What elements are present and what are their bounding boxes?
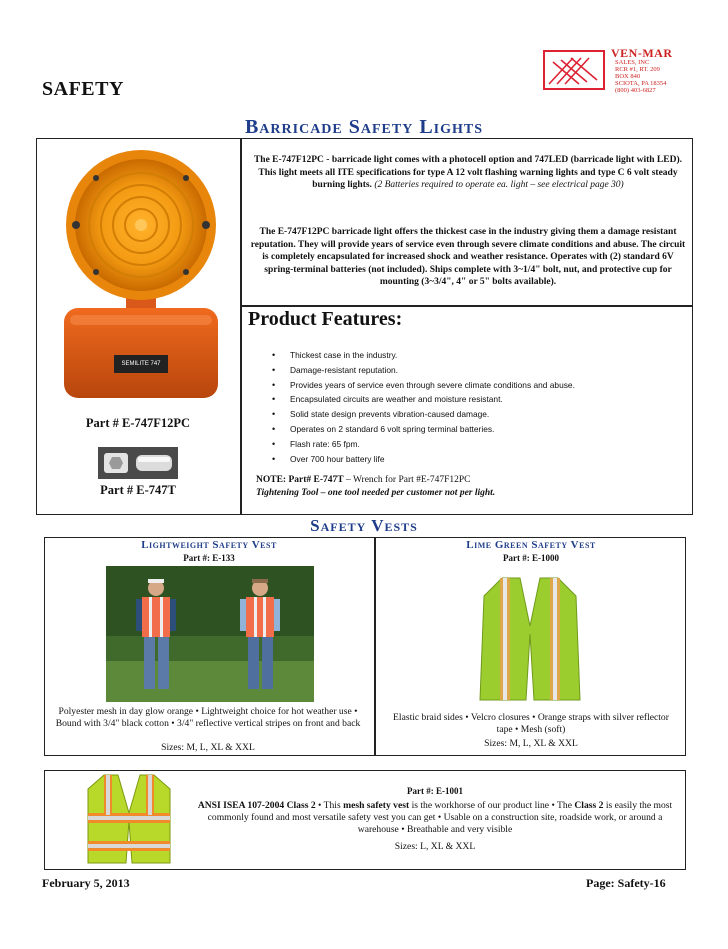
- feature-item: • Thickest case in the industry.: [270, 348, 575, 363]
- ansi-vest-description: [190, 800, 680, 836]
- battery-note: (2 Batteries required to operate ea. light – see electrical page 30): [374, 180, 624, 190]
- feature-item: • Damage-resistant reputation.: [270, 363, 575, 378]
- feature-item: • Encapsulated circuits are weather and moisture resistant.: [270, 392, 575, 407]
- part-number: The E-747F12PC: [259, 227, 330, 237]
- vest-photo-back: [210, 566, 314, 702]
- tightening-tool-note: Tightening Tool – one tool needed per customer not per light.: [256, 488, 496, 498]
- logo-line: BOX 840: [615, 73, 641, 80]
- description-text: • This: [315, 800, 344, 811]
- lime-vest-part: Part #: E-1000: [503, 553, 559, 563]
- note-text: – Wrench for Part #E-747F12PC: [343, 475, 471, 485]
- lime-vest-title: Lime Green Safety Vest: [466, 539, 596, 551]
- barricade-light-image: [56, 150, 226, 400]
- ansi-vest-image: [86, 773, 172, 865]
- feature-item: • Provides years of service even through severe climate conditions and abuse.: [270, 378, 575, 393]
- feature-item: • Flash rate: 65 fpm.: [270, 437, 575, 452]
- feature-item: • Over 700 hour battery life: [270, 452, 575, 467]
- features-list: [270, 348, 575, 466]
- part-caption-wrench: Part # E-747T: [100, 483, 176, 497]
- logo-line: SCIOTA, PA 18354: [615, 80, 667, 87]
- lime-vest-description: Elastic braid sides • Velcro closures • Orange straps with silver reflector tape • Mesh (soft): [393, 712, 669, 735]
- note-label: NOTE: Part# E-747T: [256, 475, 344, 485]
- lime-vest-sizes: Sizes: M, L, XL & XXL: [484, 738, 578, 749]
- barricade-description-1: [250, 154, 686, 192]
- logo-line: SALES, INC: [615, 59, 650, 66]
- barricade-description-2: [250, 226, 686, 289]
- vest-photo-front: [106, 566, 210, 702]
- company-logo: [543, 46, 693, 98]
- description-emphasis: Class 2: [574, 800, 604, 811]
- divider: [240, 305, 693, 307]
- divider: [240, 138, 242, 515]
- description-emphasis: mesh safety vest: [343, 800, 410, 811]
- product-features-title: Product Features:: [248, 308, 403, 330]
- description-text: barricade light offers the thickest case in the industry giving them a damage resistant reputation. They will provide years of service even through severe climate conditions and abuse. The circuit is completely encapsulated for increased shock and weather resistance. Operates with (2) standard 6V spring-terminal batteries (not included). Ships complete with 3~1/4" bolt, nut, and protective cup for mounting (3~3/4", 4" or 5" bolts available).: [250, 227, 686, 287]
- light-brand-label: SEMILITE 747: [121, 361, 161, 367]
- part-number: The E-747F12PC: [253, 155, 324, 165]
- description-text: is easily the most commonly found and most versatile safety vest you can get • Usable on a construction site, roadside work, or around a warehouse • Breathable and very visible: [207, 800, 673, 835]
- lightweight-vest-part: Part #: E-133: [183, 553, 235, 563]
- logo-line: RCR #1, RT. 209: [615, 66, 660, 73]
- logo-line: (800) 403-6827: [615, 87, 656, 94]
- logo-name: VEN-MAR: [611, 46, 673, 60]
- footer-date: February 5, 2013: [42, 876, 130, 890]
- ansi-vest-part: Part #: E-1001: [407, 786, 463, 796]
- logo-mark: [543, 50, 605, 90]
- section-heading-vests: Safety Vests: [310, 516, 418, 535]
- description-text: is the workhorse of our product line • The: [409, 800, 575, 811]
- part-caption-light: Part # E-747F12PC: [85, 416, 191, 430]
- feature-item: • Solid state design prevents vibration-caused damage.: [270, 407, 575, 422]
- note-line: [256, 475, 471, 485]
- lightweight-vest-description: Polyester mesh in day glow orange • Lightweight choice for hot weather use • Bound with 3/4" black cotton • 3/4" reflective vertical stripes on front and back: [55, 706, 361, 729]
- lime-vest-image: [476, 574, 584, 706]
- section-heading-barricade: Barricade Safety Lights: [244, 116, 484, 138]
- divider: [374, 537, 376, 756]
- wrench-tool-image: [98, 447, 178, 479]
- footer-page-number: Page: Safety-16: [586, 876, 666, 890]
- ansi-standard: ANSI ISEA 107-2004 Class 2: [197, 800, 316, 811]
- ansi-vest-sizes: Sizes: L, XL & XXL: [394, 841, 476, 852]
- lightweight-vest-title: Lightweight Safety Vest: [141, 539, 277, 551]
- lightweight-vest-sizes: Sizes: M, L, XL & XXL: [161, 742, 255, 753]
- page-title: SAFETY: [42, 78, 124, 100]
- description-text: - barricade light comes with a photocell option and 747LED (barricade light with LED). This light meets all ITE specifications for type A 12 volt flashing warning lights and type C 6 volt steady burning lights.: [258, 155, 683, 190]
- feature-item: • Operates on 2 standard 6 volt spring terminal batteries.: [270, 422, 575, 437]
